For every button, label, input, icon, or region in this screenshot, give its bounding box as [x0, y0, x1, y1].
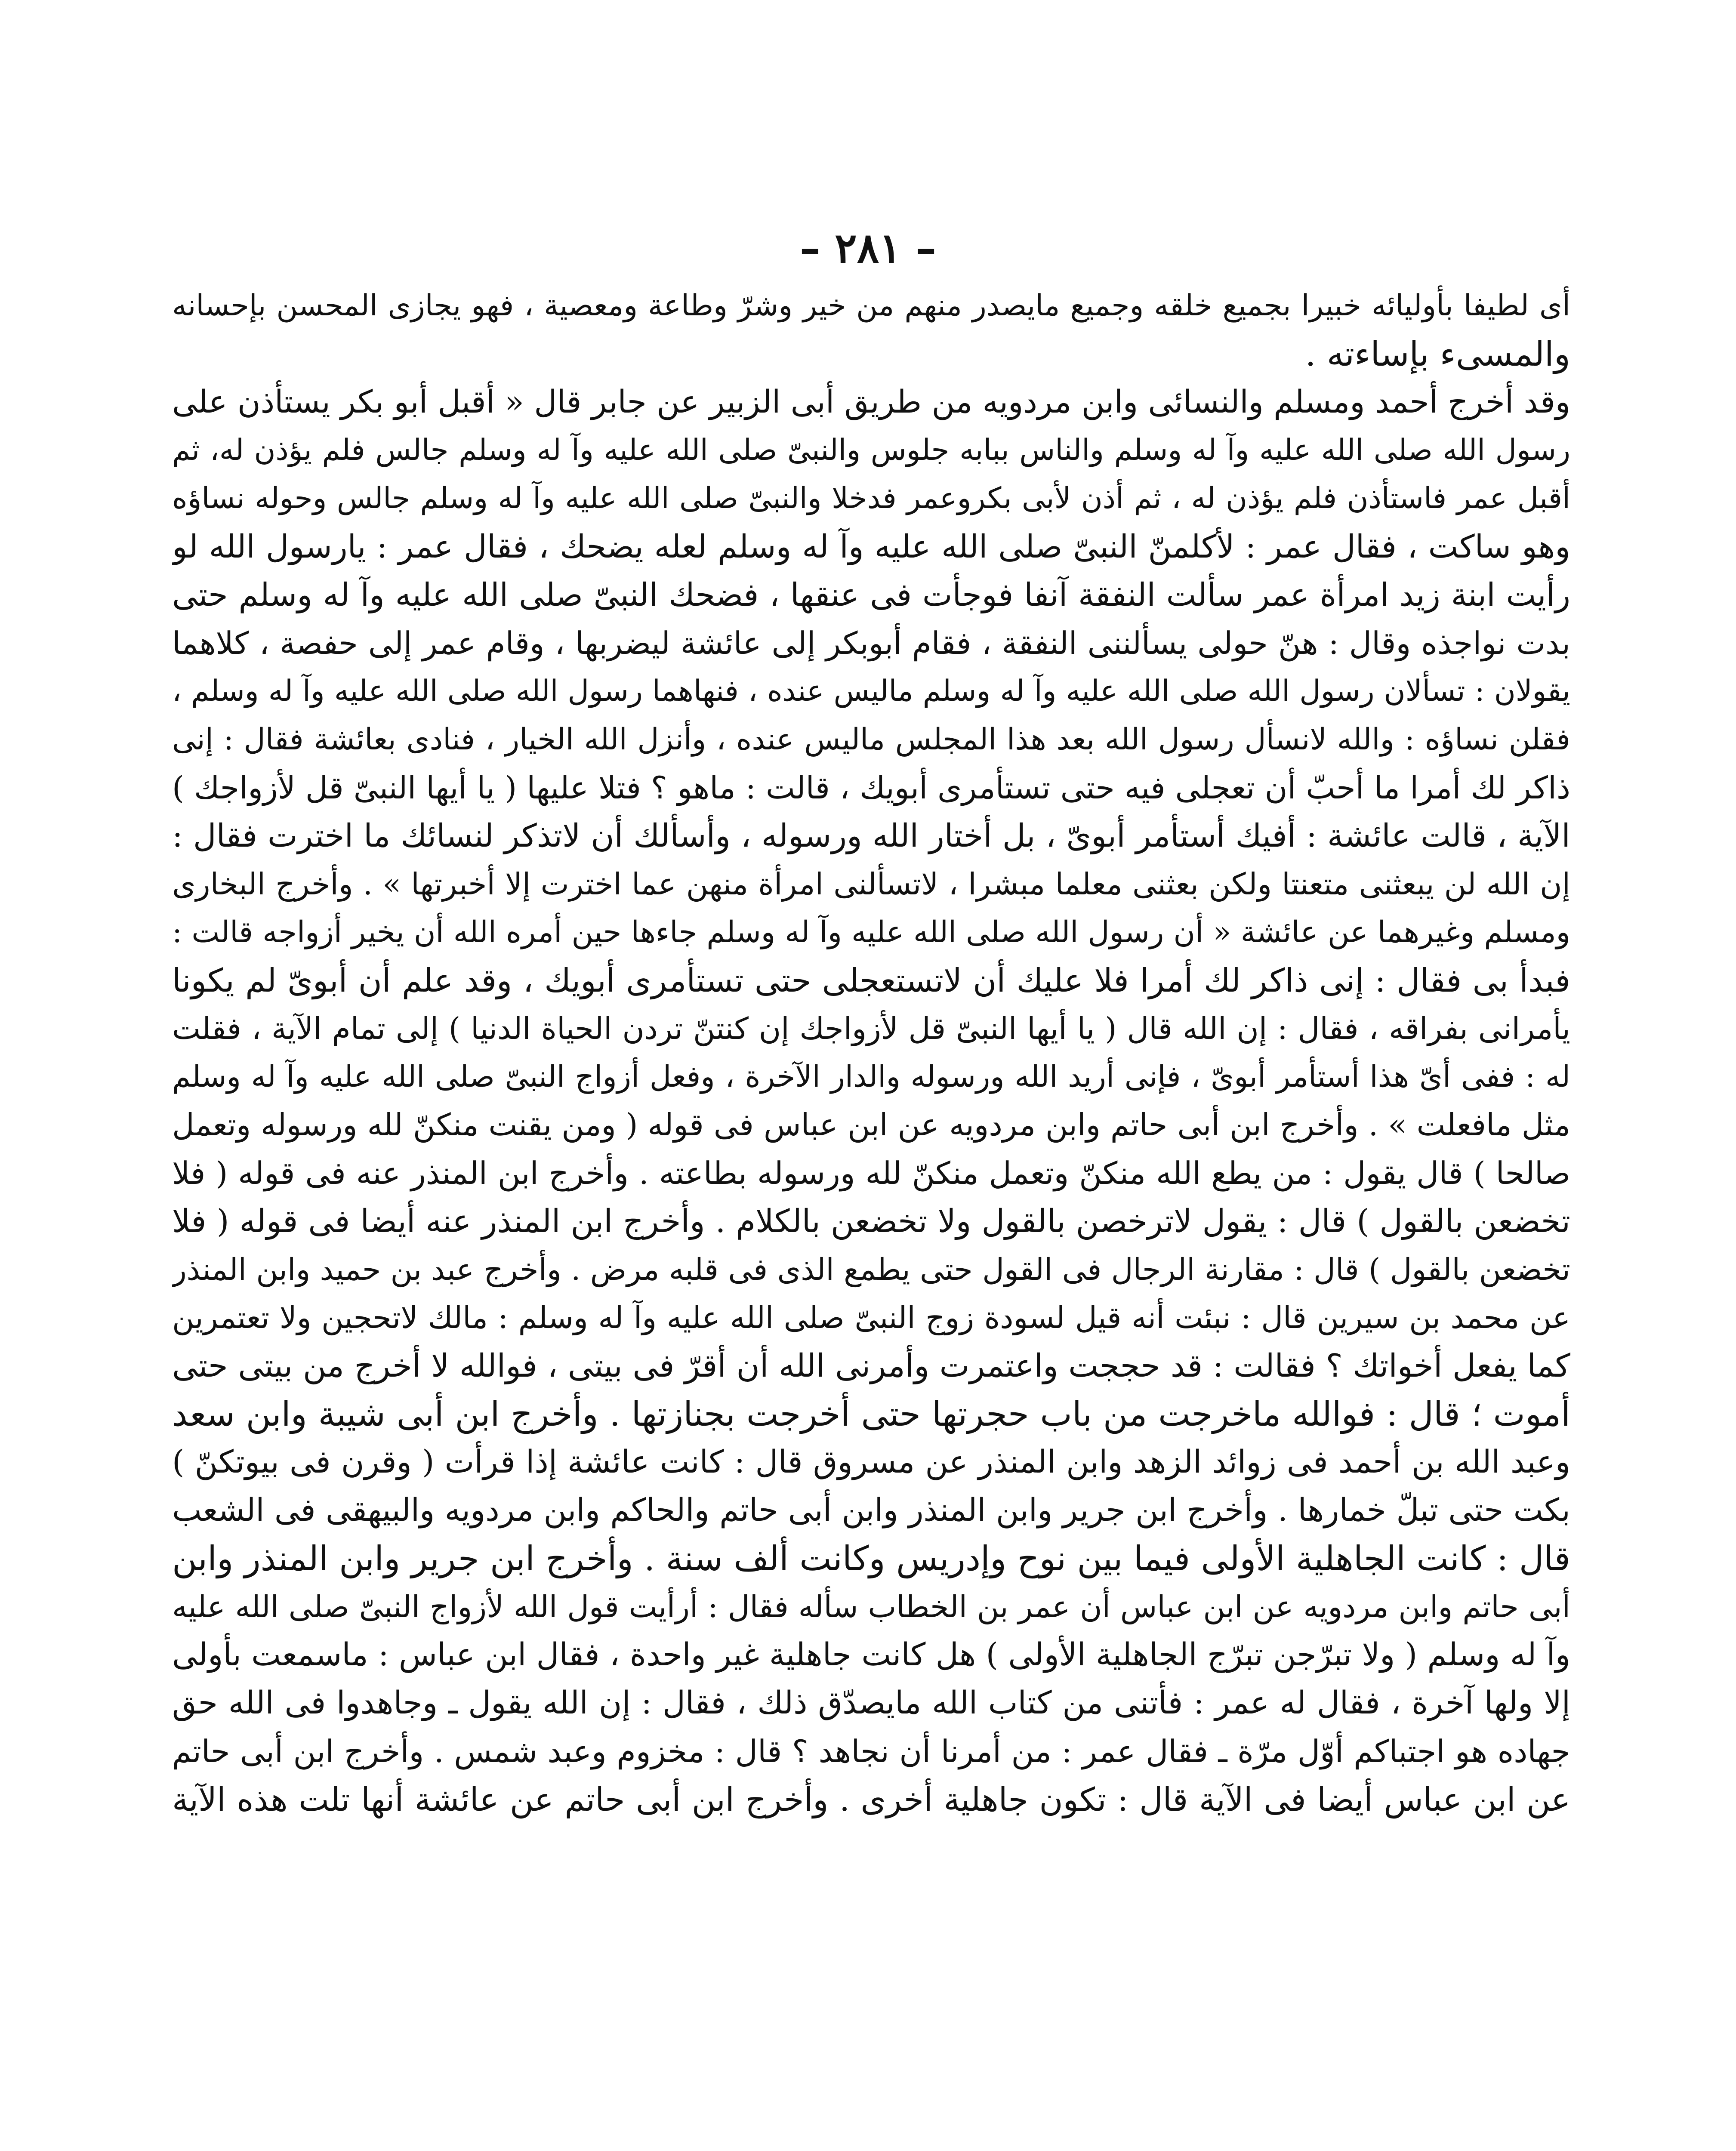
text-line: فقلن نساؤه : والله لانسأل رسول الله بعد هذا المجلس ماليس عنده ، وأنزل الله الخيار ، فنادى بعائشة فقال : إنى [172, 722, 1570, 757]
text-line: فبدأ بى فقال : إنى ذاكر لك أمرا فلا عليك أن لاتستعجلى حتى تستأمرى أبويك ، وقد علم أن أبوىّ لم يكونا [172, 961, 1570, 999]
text-line: بدت نواجذه وقال : هنّ حولى يسألننى النفقة ، فقام أبوبكر إلى عائشة ليضربها ، وقام عمر إلى حفصة ، كلاهما [172, 625, 1570, 661]
text-line: وآ له وسلم ( ولا تبرّجن تبرّج الجاهلية الأولى ) هل كانت جاهلية غير واحدة ، فقال ابن عباس : ماسمعت بأولى [172, 1636, 1570, 1673]
text-line: تخضعن بالقول ) قال : يقول لاترخصن بالقول ولا تخضعن بالكلام . وأخرج ابن المنذر عنه أيضا فى قوله ( فلا [172, 1203, 1570, 1240]
text-line: عن محمد بن سيرين قال : نبئت أنه قيل لسودة زوج النبىّ صلى الله عليه وآ له وسلم : مالك لاتحجين ولا تعتمرين [172, 1300, 1570, 1335]
text-line: قال : كانت الجاهلية الأولى فيما بين نوح وإدريس وكانت ألف سنة . وأخرج ابن جرير وابن المنذر وابن [172, 1539, 1570, 1578]
text-line: له : ففى أىّ هذا أستأمر أبوىّ ، فإنى أريد الله ورسوله والدار الآخرة ، وفعل أزواج النبىّ صلى الله عليه وآ له وسلم [172, 1060, 1570, 1094]
text-line: بكت حتى تبلّ خمارها . وأخرج ابن جرير وابن المنذر وابن أبى حاتم والحاكم وابن مردويه والبيهقى فى الشعب [172, 1492, 1570, 1529]
text-line: إلا ولها آخرة ، فقال له عمر : فأتنى من كتاب الله مايصدّق ذلك ، فقال : إن الله يقول ـ وجاهدوا فى الله حق [172, 1685, 1570, 1721]
text-line: صالحا ) قال يقول : من يطع الله منكنّ وتعمل منكنّ لله ورسوله بطاعته . وأخرج ابن المنذر عنه فى قوله ( فلا [172, 1155, 1570, 1191]
text-line: ومسلم وغيرهما عن عائشة « أن رسول الله صلى الله عليه وآ له وسلم جاءها حين أمره الله أن يخير أزواجه قالت : [172, 915, 1570, 949]
text-line: تخضعن بالقول ) قال : مقارنة الرجال فى القول حتى يطمع الذى فى قلبه مرض . وأخرج عبد بن حميد وابن المنذر [172, 1252, 1570, 1287]
text-line: الآية ، قالت عائشة : أفيك أستأمر أبوىّ ، بل أختار الله ورسوله ، وأسألك أن لاتذكر لنسائك ما اخترت فقال : [172, 817, 1570, 854]
text-line: أى لطيفا بأوليائه خبيرا بجميع خلقه وجميع مايصدر منهم من خير وشرّ وطاعة ومعصية ، فهو يجازى المحسن بإحسانه [172, 289, 1570, 323]
text-line: إن الله لن يبعثنى متعنتا ولكن بعثنى معلما مبشرا ، لاتسألنى امرأة منهن عما اخترت إلا أخبرتها » . وأخرج البخارى [172, 866, 1570, 902]
text-line: يأمرانى بفراقه ، فقال : إن الله قال ( يا أيها النبىّ قل لأزواجك إن كنتنّ تردن الحياة الدنيا ) إلى تمام الآية ، فقلت [172, 1011, 1570, 1046]
text-line: أموت ؛ قال : فوالله ماخرجت من باب حجرتها حتى أخرجت بجنازتها . وأخرج ابن أبى شيبة وابن سعد [172, 1394, 1570, 1434]
text-line: وهو ساكت ، فقال عمر : لأكلمنّ النبىّ صلى الله عليه وآ له وسلم لعله يضحك ، فقال عمر : يارسول الله لو [172, 528, 1570, 565]
text-line: أقبل عمر فاستأذن فلم يؤذن له ، ثم أذن لأبى بكروعمر فدخلا والنبىّ صلى الله عليه وآ له وسلم جالس وحوله نساؤه [172, 481, 1570, 515]
text-line: والمسىء بإساءته . [1305, 334, 1570, 374]
page-number: – ٢٨١ – [799, 224, 937, 272]
text-line: جهاده هو اجتباكم أوّل مرّة ـ فقال عمر : من أمرنا أن نجاهد ؟ قال : مخزوم وعبد شمس . وأخرج ابن أبى حاتم [172, 1733, 1570, 1769]
text-line: وعبد الله بن أحمد فى زوائد الزهد وابن المنذر عن مسروق قال : كانت عائشة إذا قرأت ( وقرن فى بيوتكنّ ) [172, 1444, 1570, 1480]
text-line: ذاكر لك أمرا ما أحبّ أن تعجلى فيه حتى تستأمرى أبويك ، قالت : ماهو ؟ فتلا عليها ( يا أيها النبىّ قل لأزواجك ) [172, 770, 1570, 806]
body-text [172, 282, 1570, 1824]
text-line: مثل مافعلت » . وأخرج ابن أبى حاتم وابن مردويه عن ابن عباس فى قوله ( ومن يقنت منكنّ لله ورسوله وتعمل [172, 1107, 1570, 1143]
text-line: عن ابن عباس أيضا فى الآية قال : تكون جاهلية أخرى . وأخرج ابن أبى حاتم عن عائشة أنها تلت هذه الآية [172, 1781, 1570, 1818]
text-line: يقولان : تسألان رسول الله صلى الله عليه وآ له وسلم ماليس عنده ، فنهاهما رسول الله صلى الله عليه وآ له وسلم ، [172, 674, 1570, 708]
text-line: أبى حاتم وابن مردويه عن ابن عباس أن عمر بن الخطاب سأله فقال : أرأيت قول الله لأزواج النبىّ صلى الله عليه [172, 1589, 1570, 1624]
text-line: رأيت ابنة زيد امرأة عمر سألت النفقة آنفا فوجأت فى عنقها ، فضحك النبىّ صلى الله عليه وآ له وسلم حتى [172, 576, 1570, 613]
text-line: وقد أخرج أحمد ومسلم والنسائى وابن مردويه من طريق أبى الزبير عن جابر قال « أقبل أبو بكر يستأذن على [172, 384, 1570, 420]
text-line: رسول الله صلى الله عليه وآ له وسلم والناس ببابه جلوس والنبىّ صلى الله عليه وآ له وسلم جالس فلم يؤذن له، ثم [172, 433, 1570, 467]
text-line: كما يفعل أخواتك ؟ فقالت : قد حججت واعتمرت وأمرنى الله أن أقرّ فى بيتى ، فوالله لا أخرج من بيتى حتى [172, 1347, 1570, 1384]
